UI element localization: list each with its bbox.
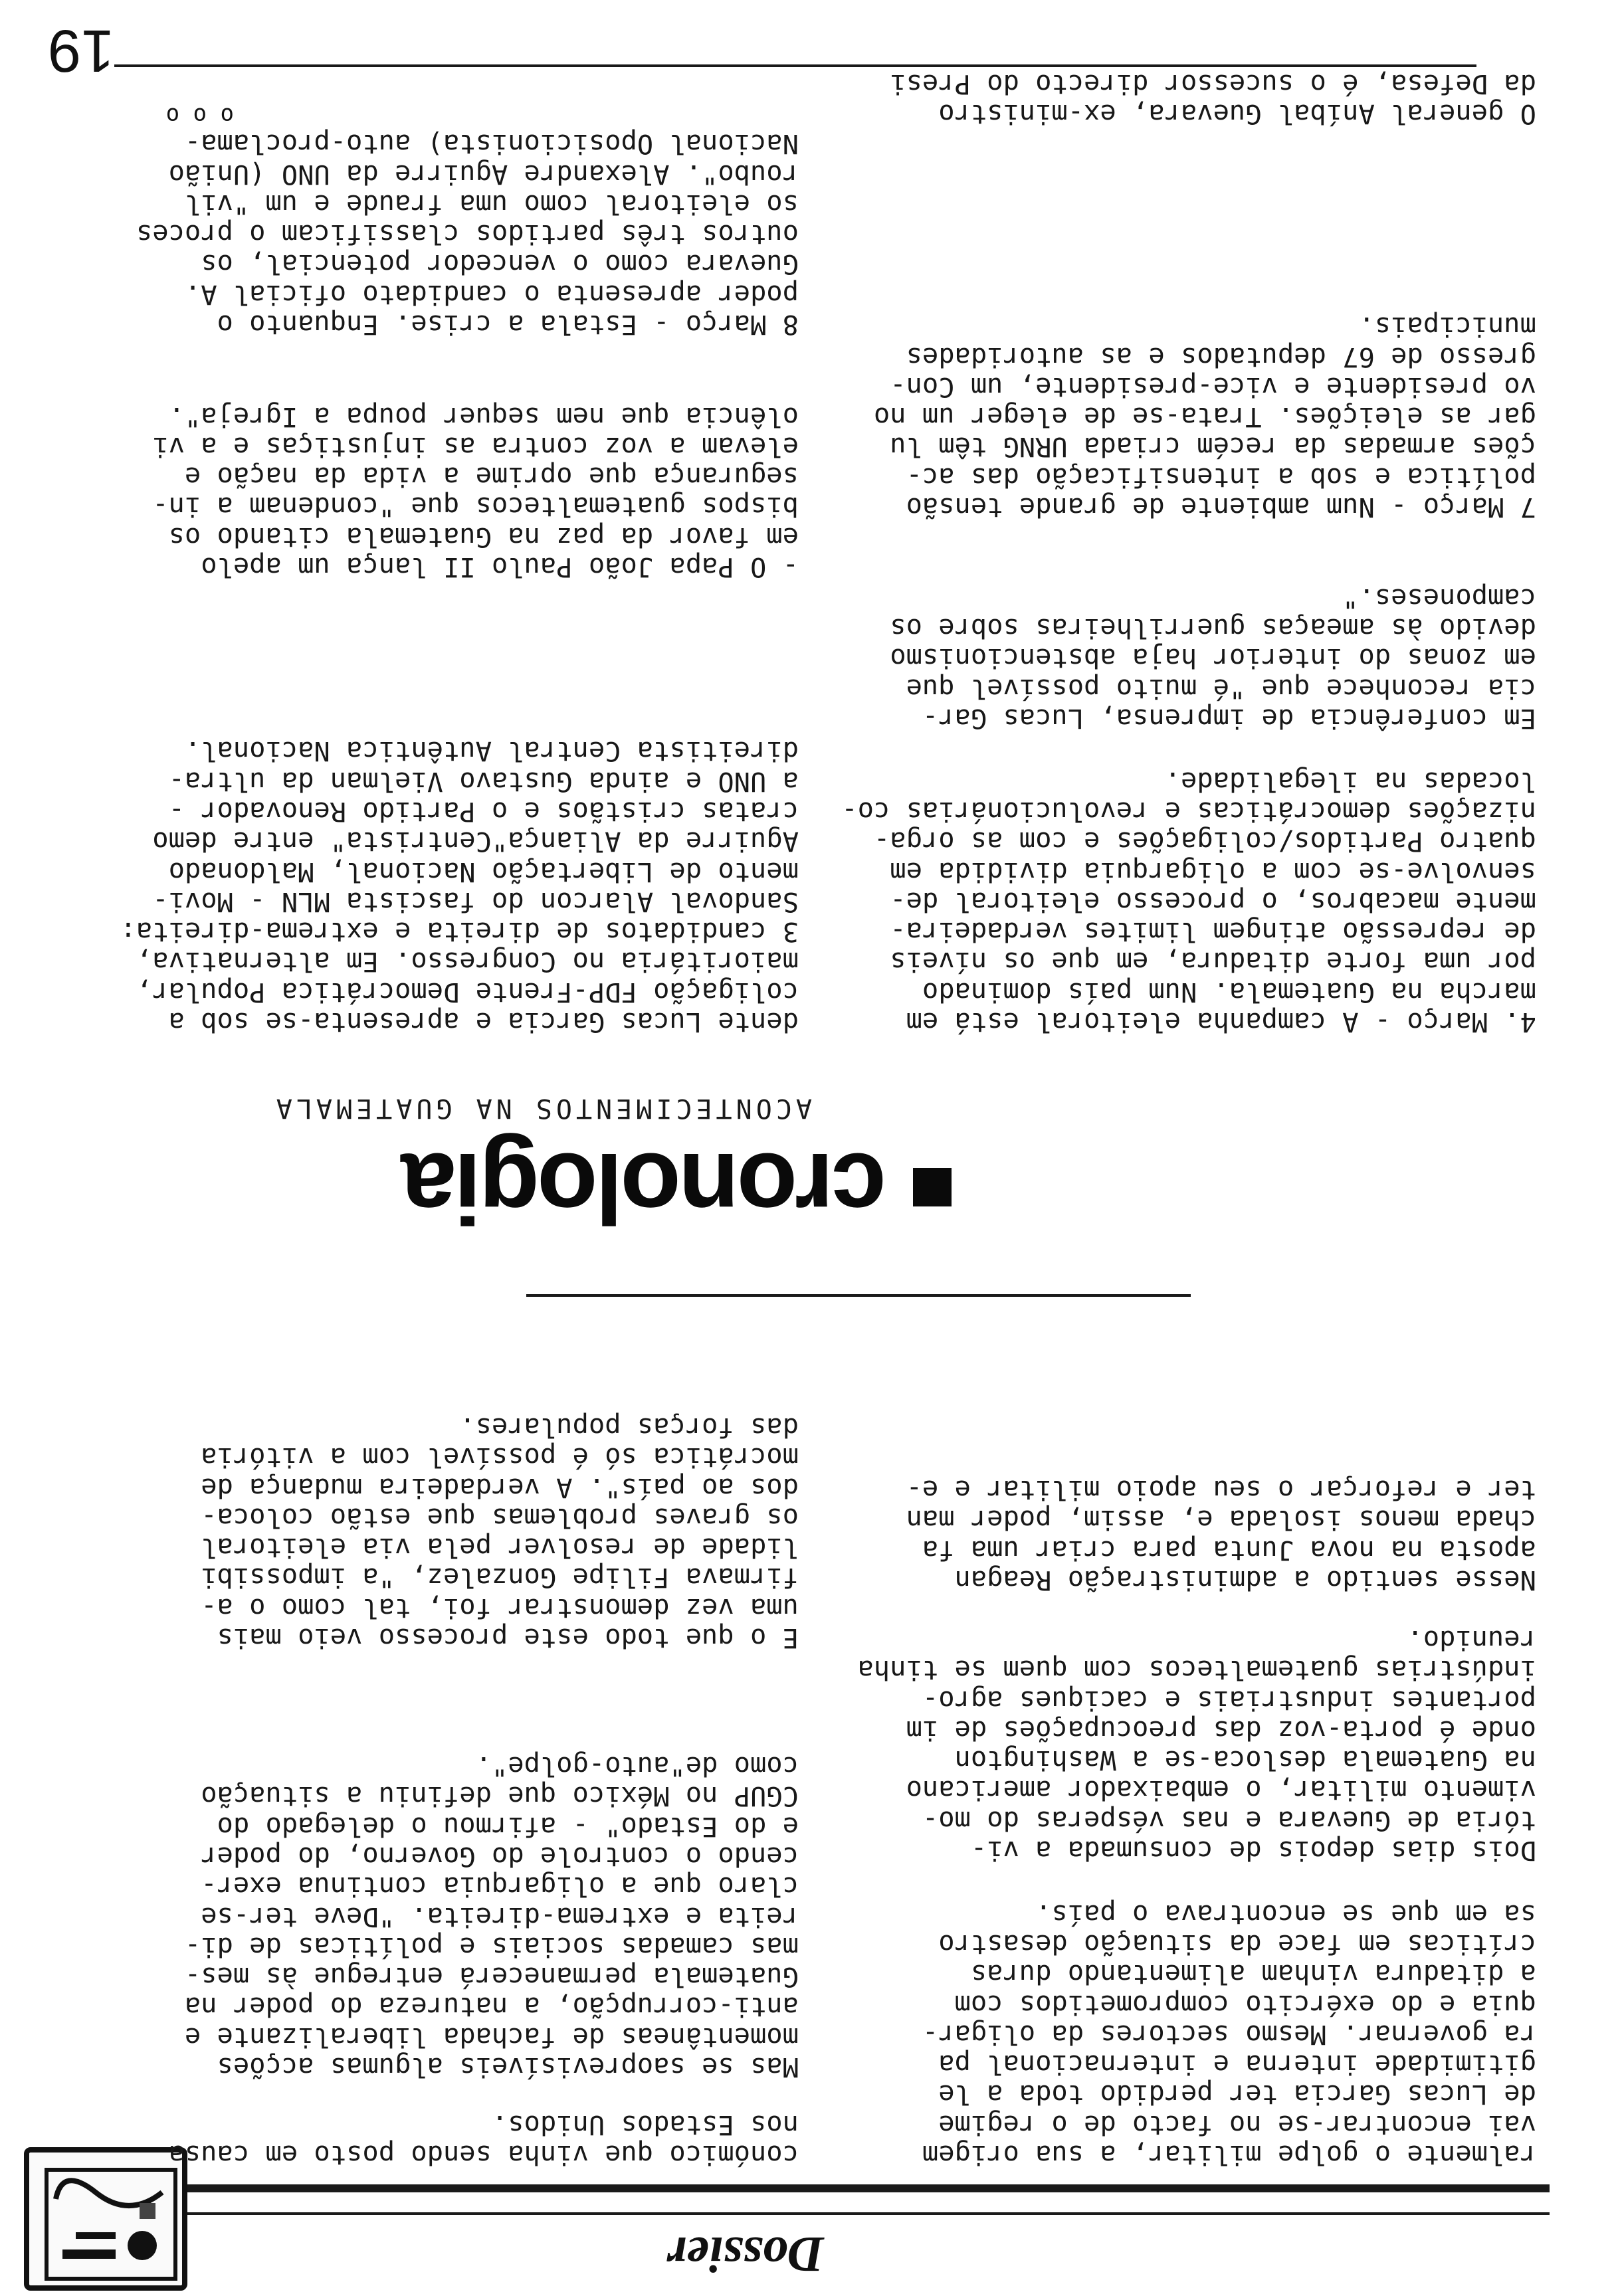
end-mark: o o o (165, 102, 234, 129)
header-rule-top (101, 2212, 1550, 2215)
title-bullet-icon (913, 1168, 952, 1206)
section-subtitle: ACONTECIMENTOS NA GUATEMALA (272, 1093, 812, 1123)
paragraph: O general Aníbal Guevara, ex-ministro da Defesa, é o sucessor directo do Presi (890, 68, 1536, 130)
paragraph: dente Lucas Garcia e apresenta-se sob a coligação FDP-Frente Democrática Popular, maioritária no Congresso. Em alternativa, 3 candidatos de direita e extrema-direita: Sandoval Alarcon do fascista MLN - Movi- mento de Libertação Nacional, Maldonado Aguirre da Aliança"Centrista" entre demo cratas cristãos e o Partido Renovador - a UNO e ainda Gustavo Vielman da ultra- direitista Central Autêntica Nacional. (120, 735, 799, 1038)
paragraph: conómico que vinha sendo posto em causa nos Estados Unidos. (168, 2109, 799, 2171)
paragraph: Nesse sentido a administração Reagan aposta na nova Junta para criar uma fa chada menos isolada e, assim, poder man ter e reforçar o seu apoio militar e e- (906, 1474, 1536, 1596)
section-divider (526, 1294, 1191, 1297)
paragraph: Em conferência de imprensa, Lucas Gar- cia reconhece que "é muito possível que em zonas do interior haja abstencionismo devido às ameaças guerrilheiras sobre os camponeses." (890, 582, 1536, 735)
paragraph: 4. Março - A campanha eleitoral está em marcha na Guatemala. Num país dominado por uma forte ditadura, em que os níveis de repressão atingem limites verdadeira- mente macabros, o processo eleitoral de- senvolve-se com a oligarquia dividida em quatro Partidos/coligações e com as orga- nizações democráticas e revolucionárias co- locadas na ilegalidade. (841, 765, 1536, 1038)
paragraph: ralmente o golpe militar, a sua origem vai encontrar-se no facto de o regime de Lucas Garcia ter perdido toda a le gitimidade interna e internacional pa ra governar. Mesmo sectores da oligar- quia e do exército comprometidos com a ditadura vinham alimentando duras críticas em face da situação desastro sa em que se encontrava o país. (922, 1898, 1536, 2171)
paragraph: Dois dias depois de consumada a vi- tória de Guevara e nas vésperas do mo- vimento militar, o embaixador americano na Guatemala desloca-se a Washington onde é porta-voz das preocupações de im portantes industriais e caciques agro- indústrias guatemaltecos com quem se tinha reunido. (857, 1624, 1536, 1867)
publication-title: Dossier (666, 2226, 825, 2282)
page-number: 19 (47, 17, 114, 84)
section-title (287, 1133, 952, 1244)
paragraph: 8 Março - Estala a crise. Enquanto o poder apresenta o candidato oficial A. Guevara como o vencedor potencial, os outros três partidos classificam o proces so eleitoral como uma fraude e um "vil roubo". Alexandre Aguirre da UNO (União Nacional Oposicionista) auto-proclama- (136, 128, 799, 341)
paragraph: - O Papa João Paulo II lança um apelo em favor da paz na Guatemala citando os bispos guatemaltecos que "condenam a in- segurança que oprime a vida da nação e elevam a voz contra as injustiças e a vi olência que nem sequer poupa a Igreja". (152, 401, 799, 583)
paragraph: Mas se saoprevisíveis algumas acções momentâneas de fachada liberalizante e anti-corrupção, a natureza do poder na Guatemala permanecerá entregue às mes- mas camadas sociais e políticas de di- reita e extrema-direita. "Deve ter-se claro que a oligarquia continua exer- cendo o controle do Governo, do poder e do Estado" - afirmou o delegado do CGUP no México que definiu a situação como de"auto-golpe". (184, 1751, 799, 2083)
logo-drawing-icon (40, 2163, 182, 2285)
paragraph: 7 Março - Num ambiente de grande tensão política e sob a intensificação das ac- ções armadas da recém criada URNG têm lu gar as eleições. Trata-se de eleger um no vo presidente e vice-presidente, um Con- gresso de 67 deputados e as autoridades municipais. (873, 311, 1536, 524)
footer-rule (114, 64, 1476, 67)
section-title-text: cronologia (403, 1133, 886, 1244)
header-rule-main (101, 2184, 1550, 2192)
paragraph: E o que todo este processo veio mais uma vez demonstrar foi, tal como o a- firmava Filipe Gonzalez, "a impossibi lidade de resolver pela via eleitoral os graves problemas que estão coloca- dos ao país". A verdadeira mudança de mocrática só é possível com a vitória das forças populares. (201, 1411, 799, 1654)
